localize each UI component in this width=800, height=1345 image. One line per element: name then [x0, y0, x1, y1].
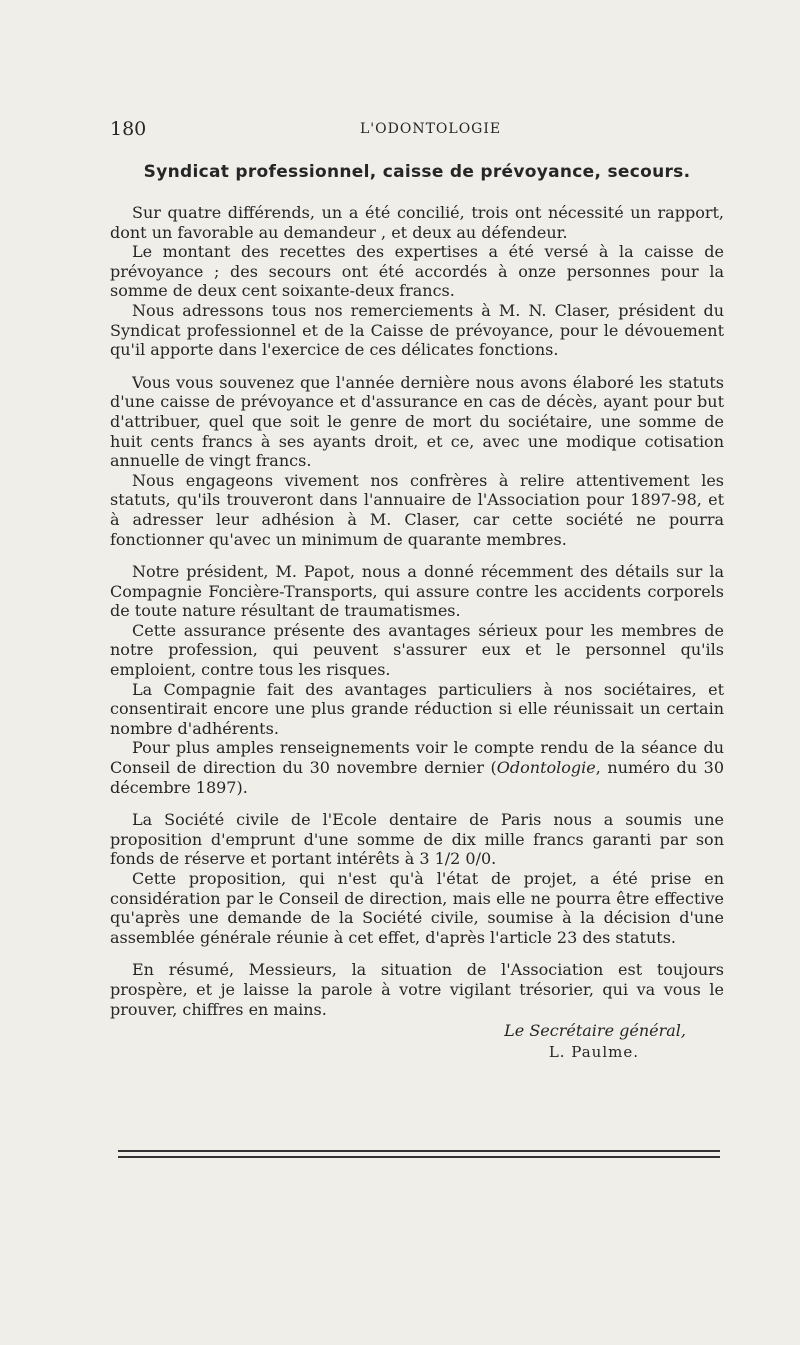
paragraph: La Société civile de l'Ecole dentaire de Paris nous a soumis une proposition d'emprunt d'une somme de dix mille francs garanti par son fonds de réserve et portant intérêts à 3 1/2 0/0. [110, 810, 724, 869]
paragraph: Le montant des recettes des expertises a été versé à la caisse de prévoyance ; des secours ont été accordés à onze personnes pour la somme de deux cent soixante-deux francs. [110, 242, 724, 301]
signature-name: L. Paulme. [548, 1043, 639, 1062]
paragraph: Notre président, M. Papot, nous a donné récemment des détails sur la Compagnie Foncière-Transports, qui assure contre les accidents corporels de toute nature résultant de traumatismes. [110, 562, 724, 621]
page-number: 180 [110, 118, 147, 140]
paragraph: Nous engageons vivement nos confrères à relire attentivement les statuts, qu'ils trouveront dans l'annuaire de l'Association pour 1897-98, et à adresser leur adhésion à M. Claser, car cette société ne pourra fonctionner qu'avec un minimum de quarante membres. [110, 470, 724, 549]
paragraph: La Compagnie fait des avantages particuliers à nos sociétaires, et consentirait encore une plus grande réduction si elle réunissait un certain nombre d'adhérents. [110, 679, 724, 738]
paragraph: En résumé, Messieurs, la situation de l'Association est toujours prospère, et je laisse la parole à votre vigilant trésorier, qui va vous le prouver, chiffres en mains. [110, 960, 724, 1019]
end-rule-bottom [118, 1156, 720, 1158]
paragraph: Nous adressons tous nos remerciements à M. N. Claser, président du Syndicat professionnel et de la Caisse de prévoyance, pour le dévouement qu'il apporte dans l'exercice de ces délicates fonctions. [110, 300, 724, 360]
citation-rest: , numéro du 30 décembre 1897). [110, 758, 724, 797]
paragraph-text: Pour plus amples renseignements voir le compte rendu de la séance du Conseil de direction du 30 novembre dernier ( [110, 738, 724, 778]
paragraph: Cette assurance présente des avantages sérieux pour les membres de notre profession, qui peuvent s'assurer eux et le personnel qu'ils emploient, contre tous les risques. [110, 620, 724, 680]
signature-title: Le Secrétaire général, [504, 1021, 686, 1041]
section-title: Syndicat professionnel, caisse de prévoyance, secours. [143, 162, 691, 182]
paragraph: Cette proposition, qui n'est qu'à l'état de projet, a été prise en considération par le Conseil de direction, mais elle ne pourra être effective qu'après une demande de la Société civile, soumise à la décision d'une assemblée générale réunie à cet effet, d'après l'article 23 des statuts. [110, 869, 724, 947]
paragraph: Sur quatre différends, un a été concilié, trois ont nécessité un rapport, dont un favorable au demandeur , et deux au défendeur. [110, 203, 724, 242]
paragraph-with-citation [110, 738, 724, 797]
page-body [110, 160, 724, 1063]
citation-journal: Odontologie [496, 758, 596, 778]
page-header [110, 118, 720, 144]
end-rule-top [118, 1150, 720, 1152]
paragraph: Vous vous souvenez que l'année dernière nous avons élaboré les statuts d'une caisse de prévoyance et d'assurance en cas de décès, ayant pour but d'attribuer, quel que soit le genre de mort du sociétaire, une somme de huit cents francs à ses ayants droit, et ce, avec une modique cotisation annuelle de vingt francs. [110, 372, 724, 471]
running-title: L'ODONTOLOGIE [360, 121, 502, 137]
